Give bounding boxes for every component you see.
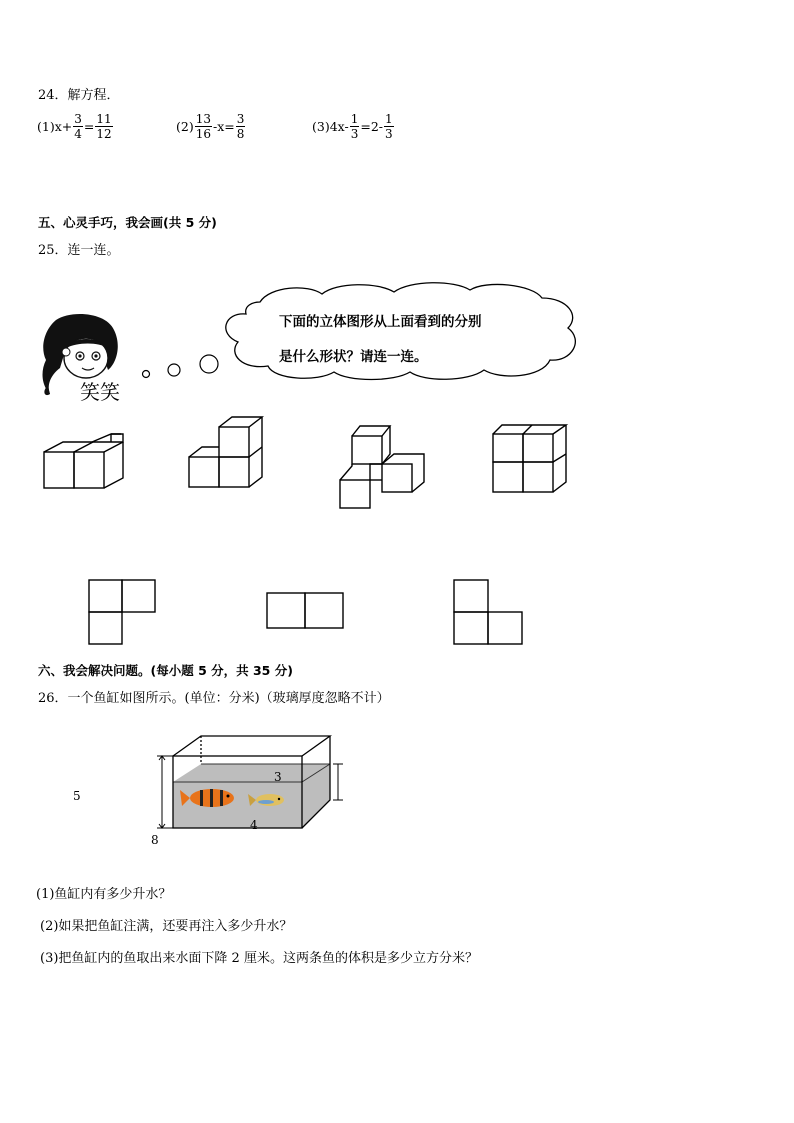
speech-cloud: [218, 282, 588, 382]
solid-figure-3: [338, 424, 433, 514]
section-5-title: 五、心灵手巧，我会画(共 5 分): [38, 215, 217, 230]
fraction: $\frac{11}{12}$: [96, 112, 112, 141]
dim-water: 3: [274, 770, 282, 784]
dim-width: 4: [250, 818, 258, 832]
equation-2: (2) $\frac{13}{16}$ -x= $\frac{3}{8}$: [176, 112, 245, 141]
fraction: $\frac{1}{3}$: [385, 112, 393, 141]
top-view-3: [452, 578, 527, 646]
fraction: $\frac{1}{3}$: [350, 112, 359, 141]
fraction: $\frac{13}{16}$: [195, 112, 211, 141]
section-6-title: 六、我会解决问题。(每小题 5 分，共 35 分): [38, 663, 293, 678]
solid-figure-4: [492, 422, 572, 496]
equation-3: (3)4x- $\frac{1}{3}$ =2- $\frac{1}{3}$: [312, 112, 393, 141]
fraction: $\frac{3}{8}$: [236, 112, 245, 141]
q25-title: 25．连一连。: [38, 243, 120, 258]
equation-1: (1)x+ $\frac{3}{4}$ = $\frac{11}{12}$: [37, 112, 112, 141]
fraction: $\frac{3}{4}$: [74, 112, 82, 141]
solid-figure-1: [43, 432, 133, 492]
top-view-1: [87, 578, 159, 646]
bubble-line-2: 是什么形状？请连一连。: [279, 349, 428, 365]
q26-sub-2: (2)如果把鱼缸注满，还要再注入多少升水？: [40, 919, 293, 934]
dim-height: 5: [73, 789, 81, 803]
thought-dots: [140, 355, 220, 385]
q26-title: 26．一个鱼缸如图所示。(单位：分米)（玻璃厚度忽略不计）: [38, 691, 390, 706]
solid-figure-2: [188, 413, 268, 491]
dim-length: 8: [151, 833, 159, 847]
q24-title: 24．解方程．: [38, 88, 120, 103]
top-view-2: [265, 591, 349, 631]
bubble-line-1: 下面的立体图形从上面看到的分别: [279, 314, 482, 330]
q26-sub-3: (3)把鱼缸内的鱼取出来水面下降 2 厘米。这两条鱼的体积是多少立方分米？: [40, 951, 478, 966]
q26-sub-1: (1)鱼缸内有多少升水？: [36, 887, 172, 902]
girl-name: 笑笑: [80, 380, 120, 404]
fish-tank-diagram: [70, 730, 300, 850]
